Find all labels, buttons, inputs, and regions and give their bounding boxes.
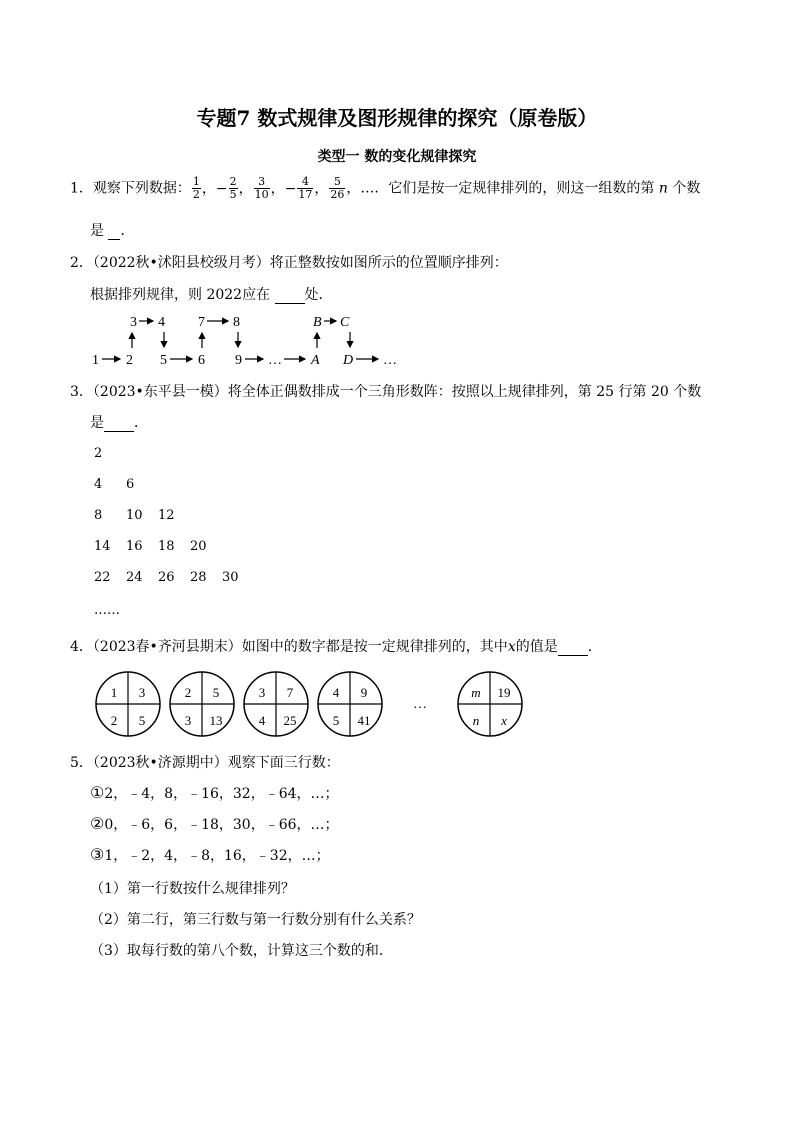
q4-circle-2-bottom-left: 3 [184,713,192,728]
q2-line2b: 处． [304,287,333,303]
q3-cell: 2 [94,446,103,461]
q3-cell: 8 [94,508,103,523]
q1-comma: ， [270,180,285,197]
q1-fraction-numerator: 5 [329,176,345,189]
q5-row-3 [90,845,330,865]
q2-top-7: 7 [198,315,205,330]
q2-line2a: 根据排列规律，则 2022应在 [90,287,271,303]
q1-comma: ， [238,180,253,197]
q4-circle-1-bottom-right: 5 [138,713,146,728]
q3-row-1 [94,446,126,461]
q4-circle-4-top-right: 9 [360,685,368,700]
q5-row-3-text: 1，﹣2，4，﹣8，16，﹣32，…； [104,848,330,864]
q5-row-1 [90,783,339,803]
q3-row-2 [94,477,158,492]
q3-line2-text: 是 [90,415,104,431]
q3-cell: 16 [126,539,143,554]
q3-row-5 [94,570,254,585]
q4-circle-5-bottom-left: n [472,713,480,728]
q3-cell: 12 [158,508,175,523]
q5-mark-3: ③ [90,845,105,864]
q3-cell: 4 [94,477,103,492]
q1-suffix-b: 个数 [672,180,701,197]
q2-bottom-6: 6 [198,353,205,368]
q3-cell: 14 [94,539,111,554]
q3-cell: 18 [158,539,175,554]
q5-mark-2: ② [90,814,105,833]
q4-circle-3-bottom-left: 4 [258,713,266,728]
q4-circle-3-top-right: 7 [286,685,294,700]
q1-fraction-numerator: 1 [192,175,200,188]
q5-row-2-text: 0，﹣6，6，﹣18，30，﹣66，…； [104,817,339,833]
q1-fraction [297,176,313,201]
q5-line1 [70,752,340,772]
q2-top-3: 3 [130,315,137,330]
q4-circle-3-bottom-right: 25 [283,713,297,728]
q4-circle-1-bottom-left: 2 [110,713,118,728]
q3-cell: 24 [126,570,143,585]
q1-fraction [229,176,238,201]
q4-text-a: （2023春•齐河县期末）如图中的数字都是按一定规律排列的，其中 [92,639,508,655]
q2-bottom-1: 1 [92,353,99,368]
q4-circle-5-top-right: 19 [497,685,511,700]
q1-fraction-denominator: 26 [330,188,345,201]
q1-line2-text: 是 [90,223,104,239]
q3-cell: 6 [126,477,135,492]
q4-answer-blank [558,641,588,656]
q1-line2: 是 ． [90,223,135,239]
q1-fraction-denominator: 2 [192,188,200,201]
q5-sub-2: （2）第二行，第三行数与第一行数分别有什么关系？ [90,912,421,928]
q4-circle-4-bottom-left: 5 [332,713,340,728]
q1-prefix: 观察下列数据： [92,180,191,197]
q1-fraction [192,176,201,201]
q4-line1 [70,636,602,656]
q2-bottom-5: 5 [160,353,167,368]
q2-top-8: 8 [233,315,240,330]
q3-text: （2023•东平县一模）将全体正偶数排成一个三角形数阵：按照以上规律排列，第 25 行第 20 个数 [92,384,702,400]
q4-circle-4-bottom-right: 41 [357,713,371,728]
q1-answer-blank [108,225,120,240]
q3-cell: 22 [94,570,111,585]
q4-circle-1-top-right: 3 [138,685,146,700]
q3-answer-blank [104,417,134,432]
q1-fraction [254,176,270,201]
q3-line1 [70,381,701,401]
q4-text-c: ． [587,639,602,655]
q3-cell: 30 [222,570,239,585]
q1-fraction-denominator: 17 [298,188,313,201]
q4-circle-4-top-left: 4 [332,685,340,700]
q2-number: 2． [70,255,93,271]
q2-line2 [90,284,333,304]
q4-circles-figure [90,670,530,738]
q5-text: （2023秋•济源期中）观察下面三行数： [92,755,340,771]
q4-dots: … [413,697,427,712]
q1-minus-sign: − [284,180,297,197]
q2-bottom-ellipsis1: … [268,353,282,368]
q2-sequence-diagram [80,306,420,374]
q2-bottom-9: 9 [235,353,242,368]
q3-cell: 28 [190,570,207,585]
q1-suffix-a: ，…．它们是按一定规律排列的，则这一组数的第 [346,180,655,197]
q3-cell: 10 [126,508,143,523]
page-title: 专题7 数式规律及图形规律的探究（原卷版） [196,106,598,130]
q1-fraction-numerator: 3 [254,176,270,189]
section-subtitle: 类型一 数的变化规律探究 [317,149,477,165]
q2-bottom-D: D [343,353,354,368]
q4-text-b: 的值是 [515,639,558,655]
q1-number: 1． [70,180,93,197]
q1-fraction-denominator: 10 [254,188,269,201]
q4-circle-1-top-left: 1 [110,685,118,700]
q2-top-C: C [340,315,350,330]
q1-fraction-numerator: 2 [229,175,237,188]
q1-fractions [191,175,346,201]
q2-top-4: 4 [158,315,165,330]
q3-row-4 [94,539,222,554]
q2-answer-blank [275,289,305,304]
q5-sub-3: （3）取每行数的第八个数，计算这三个数的和． [90,943,393,959]
q5-row-2 [90,814,339,834]
q1-comma: ， [314,180,329,197]
q3-number: 3． [70,384,93,400]
q5-number: 5． [70,755,93,771]
q1-fraction-numerator: 4 [297,176,313,189]
q2-bottom-ellipsis2: … [383,353,397,368]
q2-line1 [70,252,508,272]
q1-comma: ， [201,180,216,197]
q1-var-n: n [658,180,668,197]
q4-circle-2-top-right: 5 [212,685,220,700]
q2-text: （2022秋•沭阳县校级月考）将正整数按如图所示的位置顺序排列： [92,255,508,271]
q4-number: 4． [70,639,93,655]
q3-ellipsis: …… [94,603,120,618]
q4-circle-3-top-left: 3 [258,685,266,700]
q2-bottom-A: A [311,353,320,368]
q1-fraction-denominator: 5 [229,188,237,201]
q4-var-x: x [507,639,516,655]
q4-circle-2-bottom-right: 13 [209,713,223,728]
q3-row-3 [94,508,190,523]
q2-bottom-2: 2 [126,353,133,368]
q5-mark-1: ① [90,783,105,802]
q3-line2: 是 ． [90,415,148,431]
q4-circle-5-bottom-right: x [501,713,507,728]
q3-cell: 20 [190,539,207,554]
q3-cell: 26 [158,570,175,585]
q5-row-1-text: 2，﹣4，8，﹣16，32，﹣64，…； [104,786,339,802]
q5-sub-1: （1）第一行数按什么规律排列？ [90,881,295,897]
q2-top-B: B [313,315,322,330]
q1-fraction [329,176,345,201]
q1-minus-sign: − [215,180,228,197]
q1-line1 [70,176,700,201]
q4-circle-2-top-left: 2 [184,685,192,700]
q4-circle-5-top-left: m [471,685,481,700]
